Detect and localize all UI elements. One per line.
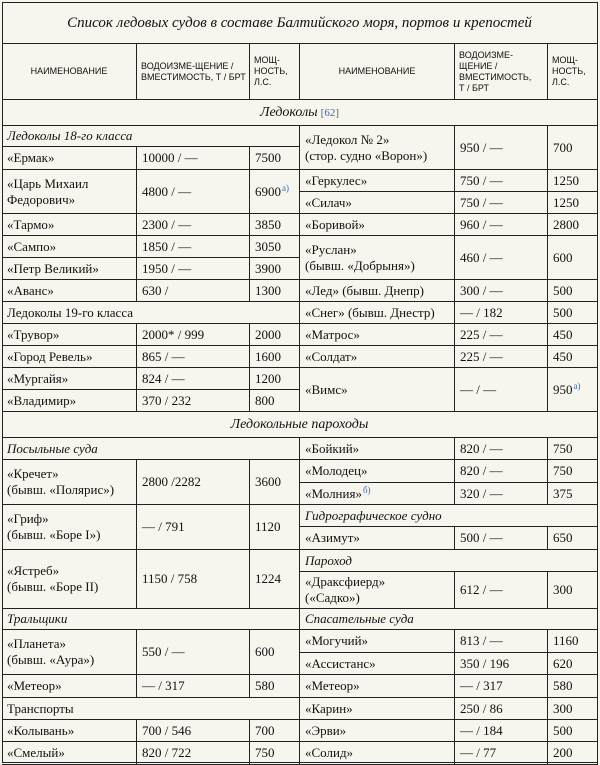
vessel-power-text: 650	[553, 530, 573, 545]
vessel-power	[548, 460, 598, 483]
vessel-displacement	[137, 505, 250, 550]
vessel-displacement-text: 225 / —	[460, 348, 503, 364]
vessel-name	[2, 505, 137, 550]
subsection-header-text: Посыльные суда	[7, 440, 98, 456]
vessel-displacement-text: 820 / —	[460, 440, 503, 456]
vessel-displacement-text: 813 / —	[460, 633, 503, 648]
vessel-power-text: 620	[553, 655, 573, 671]
vessel-name-text: «Царь Михаил Федорович»	[7, 175, 89, 207]
vessel-displacement-text: 2800 /2282	[142, 474, 201, 489]
vessel-name-text: «Гриф» (бывш. «Боре I»)	[7, 511, 101, 542]
subsection-header-text: Ледоколы 19-го класса	[7, 304, 134, 320]
vessel-displacement-text: 820 / 722	[142, 745, 192, 760]
vessel-name-text: «Сампо»	[7, 238, 57, 254]
vessel-displacement-text: 2000* / 999	[142, 326, 205, 342]
vessel-power-text: 600	[255, 644, 275, 659]
subsection-header	[300, 550, 598, 572]
vessel-displacement	[455, 192, 548, 214]
vessel-displacement-text: 612 / —	[460, 582, 503, 597]
vessel-name	[2, 147, 137, 170]
vessel-name	[300, 170, 455, 192]
vessel-name	[2, 742, 137, 765]
vessel-name-text: «Ассистанс»	[305, 655, 376, 671]
header-displacement-text: ВОДОИЗМЕ-ЩЕНИЕ / ВМЕСТИМОСТЬ, Т / БРТ	[141, 60, 246, 82]
vessel-name-text: «Драксфиерд» («Садко»)	[305, 574, 386, 605]
vessel-power-text: 2800	[553, 216, 579, 232]
vessel-displacement-text: 500 / —	[460, 530, 503, 545]
vessel-displacement-text: 300 / —	[460, 282, 503, 298]
vessel-displacement	[455, 346, 548, 368]
vessel-displacement-text: 320 / —	[460, 485, 503, 501]
vessel-power-text: 750	[553, 440, 573, 456]
vessel-power-text: 3600	[255, 474, 281, 489]
vessel-power-text: 1120	[255, 519, 281, 534]
vessel-displacement	[455, 720, 548, 742]
subsection-header-text: Пароход	[305, 552, 352, 568]
vessel-name-text: «Тармо»	[7, 216, 55, 232]
vessel-power	[548, 698, 598, 720]
vessel-power	[250, 258, 300, 280]
vessel-power	[250, 742, 300, 765]
vessel-displacement	[137, 324, 250, 346]
vessel-power	[250, 460, 300, 505]
vessel-power-text: 1160	[553, 633, 579, 648]
vessel-displacement-text: 550 / —	[142, 644, 185, 659]
vessel-power-text: 950	[553, 381, 573, 397]
vessel-displacement-text: 250 / 86	[460, 700, 503, 716]
vessel-displacement	[137, 236, 250, 258]
vessel-power-text: 3050	[255, 238, 281, 254]
vessel-power	[250, 324, 300, 346]
footnote-mark: а)	[282, 182, 289, 193]
vessel-displacement-text: 225 / —	[460, 326, 503, 342]
vessel-name-text: «Город Ревель»	[7, 348, 93, 364]
vessel-displacement	[137, 390, 250, 412]
vessel-name-text: «Кречет» (бывш. «Полярис»)	[7, 466, 115, 497]
vessel-displacement-text: 1850 / —	[142, 238, 192, 254]
vessel-power	[548, 302, 598, 324]
vessel-power	[548, 675, 598, 698]
vessel-name-text: «Метеор»	[7, 678, 62, 693]
vessel-name-text: «Вимс»	[305, 381, 348, 397]
vessel-power-text: 7500	[255, 150, 281, 165]
vessel-name	[2, 675, 137, 698]
subsection-header	[2, 438, 300, 460]
vessel-displacement-text: 820 / —	[460, 463, 503, 478]
vessel-name-text: «Солид»	[305, 745, 354, 760]
vessel-name-text: «Ледокол № 2» (стор. судно «Ворон»)	[305, 131, 428, 163]
header-displacement-2	[455, 44, 548, 100]
vessel-name	[300, 192, 455, 214]
vessel-name	[2, 324, 137, 346]
vessel-name-text: «Геркулес»	[305, 172, 368, 188]
vessel-power-text: 580	[553, 678, 573, 693]
header-displacement	[137, 44, 250, 100]
vessel-name-text: «Солдат»	[305, 348, 358, 364]
vessel-name-text: «Метеор»	[305, 678, 360, 693]
subsection-header-text: Транспорты	[7, 700, 74, 716]
vessel-name-text: «Могучий»	[305, 633, 369, 648]
vessel-displacement	[455, 742, 548, 765]
vessel-name	[2, 390, 137, 412]
vessel-power-text: 500	[553, 282, 573, 298]
vessel-displacement	[455, 527, 548, 550]
vessel-power-text: 6900	[255, 183, 281, 199]
vessel-displacement-text: — / 317	[460, 678, 503, 693]
vessel-displacement	[137, 630, 250, 675]
vessel-displacement-text: 460 / —	[460, 249, 503, 265]
vessel-name-text: «Снег» (бывш. Днестр)	[305, 304, 435, 320]
vessel-power	[548, 346, 598, 368]
subsection-header-text: Гидрографическое судно	[305, 507, 442, 523]
vessel-name	[300, 572, 455, 609]
vessel-name-text: «Карин»	[305, 700, 353, 716]
subsection-header-text: Спасательные суда	[305, 611, 414, 626]
vessel-power-text: 450	[553, 348, 573, 364]
vessel-power-text: 375	[553, 485, 573, 501]
vessel-displacement-text: — / 791	[142, 519, 185, 534]
footnote-mark: б)	[362, 484, 371, 495]
vessel-name-text: «Петр Великий»	[7, 260, 99, 276]
vessel-displacement	[455, 572, 548, 609]
header-power	[250, 44, 300, 100]
table-title-text: Список ледовых судов в составе Балтийского моря, портов и крепостей	[67, 14, 532, 31]
vessel-name	[300, 302, 455, 324]
vessel-power-text: 580	[255, 678, 275, 693]
vessel-power	[548, 324, 598, 346]
vessel-name-text: «Трувор»	[7, 326, 60, 342]
vessel-name	[300, 236, 455, 280]
vessel-displacement-text: — / 77	[460, 745, 497, 760]
subsection-header	[300, 609, 598, 630]
vessel-name-text: «Эрви»	[305, 722, 347, 738]
vessel-displacement-text: 630 /	[142, 282, 169, 298]
reference-link[interactable]: [62]	[320, 106, 339, 119]
vessel-name	[300, 483, 455, 505]
vessel-name-text: «Молодец»	[305, 463, 368, 478]
subsection-header-text: Тральщики	[7, 611, 68, 626]
vessel-power	[250, 236, 300, 258]
vessel-displacement	[137, 550, 250, 609]
vessel-power	[250, 550, 300, 609]
vessel-power	[548, 572, 598, 609]
vessel-displacement	[455, 460, 548, 483]
vessel-power-text: 500	[553, 722, 573, 738]
vessel-power	[548, 742, 598, 765]
vessel-power	[250, 368, 300, 390]
header-name-text: НАИМЕНОВАНИЕ	[30, 66, 108, 76]
header-power-2-text: МОЩ- НОСТЬ, Л.С.	[552, 55, 586, 87]
vessel-displacement	[137, 675, 250, 698]
vessel-power	[250, 630, 300, 675]
vessel-displacement-text: 750 / —	[460, 172, 503, 188]
vessel-displacement	[137, 214, 250, 236]
vessel-name	[2, 720, 137, 742]
vessel-name-text: «Ястреб» (бывш. «Боре II)	[7, 563, 99, 594]
vessel-name	[2, 214, 137, 236]
vessel-power-text: 2000	[255, 326, 281, 342]
vessel-displacement-text: 950 / —	[460, 139, 503, 155]
vessel-displacement-text: 2300 / —	[142, 216, 192, 232]
vessel-name	[300, 675, 455, 698]
vessel-power-text: 1250	[553, 194, 579, 210]
vessel-displacement	[137, 742, 250, 765]
footnote-mark: а)	[573, 380, 581, 391]
vessel-power	[548, 170, 598, 192]
vessel-displacement-text: — / 317	[142, 678, 185, 693]
vessel-name	[2, 346, 137, 368]
vessel-displacement	[137, 368, 250, 390]
vessel-displacement-text: 865 / —	[142, 348, 185, 364]
vessel-name	[2, 630, 137, 675]
vessel-power	[548, 236, 598, 280]
vessel-power	[548, 483, 598, 505]
vessel-name-text: «Матрос»	[305, 326, 360, 342]
vessel-power-text: 700	[255, 722, 275, 738]
vessel-name-text: «Молния»	[305, 485, 362, 501]
vessel-power-text: 600	[553, 249, 573, 265]
vessel-name	[2, 280, 137, 302]
vessel-power-text: 1300	[255, 282, 281, 298]
vessel-name	[300, 653, 455, 675]
vessel-displacement	[137, 346, 250, 368]
vessel-power	[250, 505, 300, 550]
subsection-header	[2, 609, 300, 630]
vessel-power	[548, 630, 598, 653]
vessel-displacement-text: 700 / 546	[142, 722, 192, 738]
vessel-power	[250, 170, 300, 214]
vessel-power	[250, 390, 300, 412]
vessel-name-text: «Планета» (бывш. «Аура»)	[7, 636, 95, 667]
vessel-power-text: 500	[553, 304, 573, 320]
vessel-displacement	[137, 258, 250, 280]
subsection-header-text: Ледоколы 18-го класса	[7, 128, 133, 143]
vessel-power	[250, 280, 300, 302]
vessel-power-text: 1600	[255, 348, 281, 364]
vessel-displacement	[455, 368, 548, 412]
vessel-power	[548, 527, 598, 550]
vessel-displacement	[455, 698, 548, 720]
vessel-name-text: «Смелый»	[7, 745, 65, 760]
vessel-displacement-text: 1150 / 758	[142, 571, 198, 586]
section-ice-steamers-text: Ледокольные пароходы	[230, 416, 369, 432]
vessel-displacement	[137, 460, 250, 505]
vessel-power	[250, 720, 300, 742]
vessel-displacement-text: 750 / —	[460, 194, 503, 210]
vessel-displacement	[455, 214, 548, 236]
vessel-displacement	[137, 280, 250, 302]
vessel-displacement	[455, 483, 548, 505]
vessel-name	[300, 438, 455, 460]
vessel-name-text: «Руслан» (бывш. «Добрыня»)	[305, 241, 415, 273]
vessel-power-text: 750	[255, 745, 275, 760]
vessel-name	[2, 258, 137, 280]
vessel-name	[300, 527, 455, 550]
vessel-power-text: 750	[553, 463, 573, 478]
vessel-displacement	[455, 126, 548, 170]
vessel-displacement	[455, 236, 548, 280]
vessel-displacement-text: — / 182	[460, 304, 503, 320]
vessel-power	[250, 675, 300, 698]
vessel-name	[2, 460, 137, 505]
vessel-name	[2, 236, 137, 258]
vessel-name	[300, 460, 455, 483]
vessel-name	[2, 550, 137, 609]
vessel-name-text: «Силач»	[305, 194, 352, 210]
vessel-name	[300, 346, 455, 368]
vessel-power-text: 300	[553, 582, 573, 597]
vessel-power	[250, 214, 300, 236]
vessel-displacement	[455, 653, 548, 675]
vessel-displacement	[137, 147, 250, 170]
header-name-2	[300, 44, 455, 100]
vessel-name	[300, 698, 455, 720]
vessel-power	[548, 214, 598, 236]
header-name-2-text: НАИМЕНОВАНИЕ	[338, 66, 416, 76]
vessel-displacement	[455, 438, 548, 460]
vessel-displacement	[455, 630, 548, 653]
vessel-power	[250, 346, 300, 368]
section-icebreakers	[2, 100, 598, 126]
vessel-displacement	[137, 720, 250, 742]
vessel-name	[300, 214, 455, 236]
subsection-header	[300, 505, 598, 527]
header-power-text: МОЩ-НОСТЬ, Л.С.	[254, 55, 288, 87]
vessel-displacement-text: 350 / 196	[460, 655, 510, 671]
header-name	[2, 44, 137, 100]
vessel-name	[2, 368, 137, 390]
vessel-displacement	[455, 324, 548, 346]
vessel-name-text: «Азимут»	[305, 530, 360, 545]
vessel-power-text: 200	[553, 745, 573, 760]
vessel-displacement	[455, 280, 548, 302]
section-icebreakers-text: Ледоколы	[259, 104, 318, 120]
subsection-header	[2, 302, 300, 324]
vessel-displacement	[455, 302, 548, 324]
vessel-name-text: «Бойкий»	[305, 440, 360, 456]
vessel-name-text: «Боривой»	[305, 216, 365, 232]
vessel-power-text: 700	[553, 139, 573, 155]
vessel-name	[300, 324, 455, 346]
table-title	[2, 2, 598, 44]
vessel-displacement	[455, 675, 548, 698]
vessel-power	[548, 653, 598, 675]
vessel-displacement	[455, 170, 548, 192]
vessel-displacement-text: — / 184	[460, 722, 503, 738]
vessel-power	[548, 192, 598, 214]
vessel-name-text: «Лед» (бывш. Днепр)	[305, 282, 424, 298]
vessel-displacement-text: 1950 / —	[142, 260, 192, 276]
vessel-displacement-text: 4800 / —	[142, 183, 192, 199]
vessel-power	[548, 720, 598, 742]
vessel-displacement-text: 960 / —	[460, 216, 503, 232]
vessel-power-text: 3850	[255, 216, 281, 232]
vessel-name-text: «Ермак»	[7, 150, 55, 165]
header-power-2	[548, 44, 598, 100]
vessel-name	[300, 630, 455, 653]
vessel-power	[548, 280, 598, 302]
vessel-displacement	[137, 170, 250, 214]
vessel-displacement-text: 370 / 232	[142, 392, 192, 408]
vessel-power	[548, 126, 598, 170]
vessel-displacement-text: 824 / —	[142, 370, 185, 386]
subsection-header	[2, 126, 300, 147]
vessel-power	[250, 147, 300, 170]
vessel-name	[300, 720, 455, 742]
vessel-power-text: 450	[553, 326, 573, 342]
vessel-power	[548, 438, 598, 460]
vessel-power-text: 3900	[255, 260, 281, 276]
vessel-name-text: «Аванс»	[7, 282, 54, 298]
vessel-power-text: 1250	[553, 172, 579, 188]
vessel-name	[300, 742, 455, 765]
header-displacement-2-text: ВОДОИЗМЕ- ЩЕНИЕ / ВМЕСТИМОСТЬ, Т / БРТ	[459, 49, 532, 93]
vessel-name	[300, 280, 455, 302]
vessel-name-text: «Колывань»	[7, 722, 75, 738]
vessel-name-text: «Мургайя»	[7, 370, 69, 386]
subsection-header	[2, 698, 300, 720]
vessel-power-text: 300	[553, 700, 573, 716]
vessel-name	[2, 170, 137, 214]
vessel-displacement-text: 10000 / —	[142, 150, 198, 165]
vessel-power-text: 1200	[255, 370, 281, 386]
vessel-name	[300, 126, 455, 170]
vessel-name	[300, 368, 455, 412]
section-ice-steamers	[2, 412, 598, 438]
vessel-name-text: «Владимир»	[7, 392, 77, 408]
vessel-power	[548, 368, 598, 412]
vessel-displacement-text: — / —	[460, 381, 497, 397]
vessel-power-text: 800	[255, 392, 275, 408]
vessel-power-text: 1224	[255, 571, 281, 586]
